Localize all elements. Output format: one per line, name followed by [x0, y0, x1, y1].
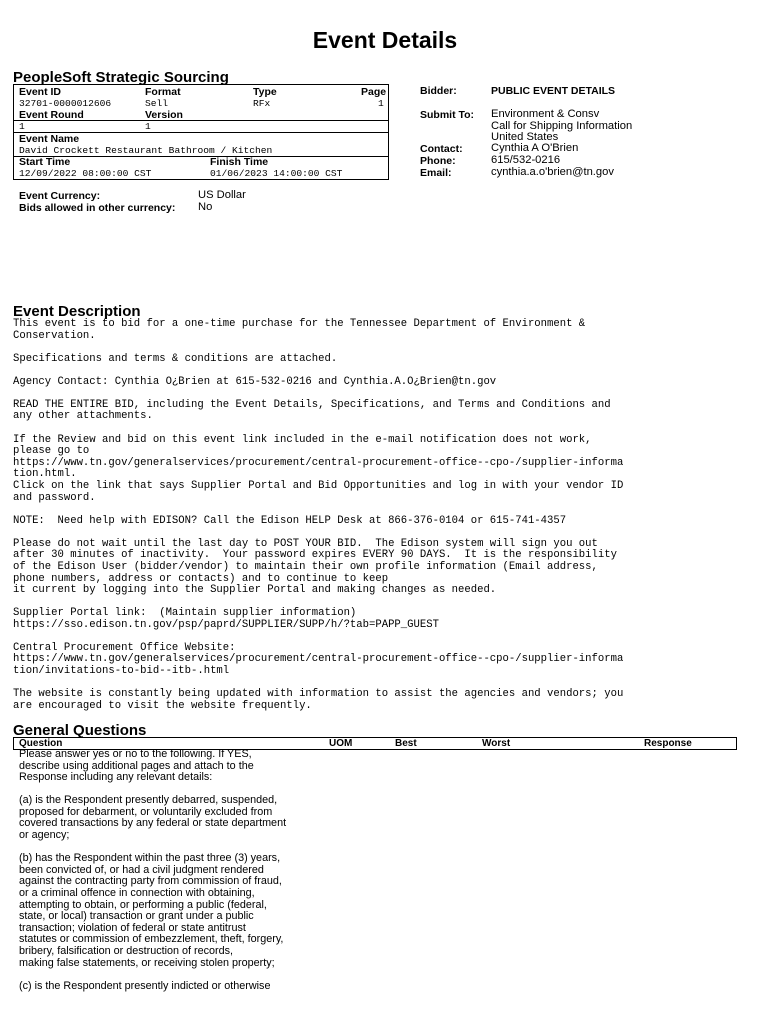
question-paragraph: (b) has the Respondent within the past three (3) years, been convicted of, or had a civil judgment rendered against the contracting party from commission of fraud, or a criminal offence in connection with obtaining, attempting to obtain, or performing a public (federal, state, or local) transaction or grant under a public transaction; violation of federal or state antitrust statutes or commission of embezzlement, theft, forgery, bribery, falsification or destruction of records, making false statements, or receiving stolen property;	[19, 852, 284, 969]
version-value: 1	[145, 121, 151, 132]
currency-value: US Dollar	[198, 189, 246, 201]
description-paragraph: NOTE: Need help with EDISON? Call the Edison HELP Desk at 866-376-0104 or 615-741-4357	[13, 514, 567, 527]
description-paragraph: The website is constantly being updated with information to assist the agencies and vendors; you are encouraged to visit the website frequently.	[13, 688, 624, 712]
contact-label: Contact:	[420, 143, 463, 155]
other-currency-label: Bids allowed in other currency:	[19, 202, 176, 214]
submit-to-line: Call for Shipping Information	[491, 120, 633, 132]
page-value: 1	[378, 98, 384, 109]
description-paragraph: Central Procurement Office Website: https://www.tn.gov/generalservices/procurement/central-procurement-office--cpo-/supplier-informa tion/invitations-to-bid--itb-.html	[13, 641, 624, 678]
start-time-value: 12/09/2022 08:00:00 CST	[19, 168, 152, 179]
other-currency-value: No	[198, 201, 213, 213]
description-paragraph: Specifications and terms & conditions are attached.	[13, 352, 338, 365]
page-title: Event Details	[312, 27, 458, 53]
contact-value: Cynthia A O'Brien	[491, 142, 579, 154]
submit-to-line: Environment & Consv	[491, 108, 600, 120]
finish-time-label: Finish Time	[210, 156, 269, 168]
finish-time-value: 01/06/2023 14:00:00 CST	[210, 168, 343, 179]
version-label: Version	[145, 109, 183, 121]
description-paragraph: Supplier Portal link: (Maintain supplier information) https://sso.edison.tn.gov/psp/paprd/SUPPLIER/SUPP/h/?tab=PAPP_GUEST	[13, 607, 439, 631]
format-value: Sell	[145, 98, 169, 109]
description-heading: Event Description	[13, 303, 141, 320]
bidder-label: Bidder:	[420, 85, 457, 97]
column-question: Question	[19, 738, 63, 749]
event-round-label: Event Round	[19, 109, 84, 121]
column-response: Response	[644, 738, 692, 749]
column-uom: UOM	[329, 738, 353, 749]
question-body	[19, 749, 319, 1004]
event-id-label: Event ID	[19, 86, 62, 98]
event-name-label: Event Name	[19, 133, 80, 145]
phone-label: Phone:	[420, 155, 456, 167]
format-label: Format	[145, 86, 181, 98]
question-paragraph: (c) is the Respondent presently indicted or otherwise	[19, 979, 271, 992]
event-round-value: 1	[19, 121, 25, 132]
event-name-value: David Crockett Restaurant Bathroom / Kitchen	[19, 145, 273, 156]
column-best: Best	[395, 738, 417, 749]
questions-heading: General Questions	[13, 722, 147, 739]
email-label: Email:	[420, 167, 452, 179]
column-worst: Worst	[482, 738, 511, 749]
description-paragraph: Please do not wait until the last day to POST YOUR BID. The Edison system will sign you out after 30 minutes of inactivity. Your password expires EVERY 90 DAYS. It is the responsibility of the Edison User (bidder/vendor) to maintain their own profile information (Email address, phone numbers, address or contacts) and to continue to keep it current by logging into the Supplier Portal and making changes as needed.	[13, 537, 617, 597]
type-label: Type	[253, 86, 277, 98]
email-value: cynthia.a.o'brien@tn.gov	[491, 166, 614, 178]
question-paragraph: Please answer yes or no to the following. If YES, describe using additional pages and attach to the Response including any relevant details:	[19, 748, 254, 784]
description-paragraph: This event is to bid for a one-time purchase for the Tennessee Department of Environment & Conservation.	[13, 318, 586, 342]
type-value: RFx	[253, 98, 271, 109]
bidder-value: PUBLIC EVENT DETAILS	[491, 85, 616, 97]
phone-value: 615/532-0216	[491, 154, 561, 166]
submit-to-line: United States	[491, 131, 559, 143]
description-body	[13, 319, 763, 724]
description-paragraph: Agency Contact: Cynthia O¿Brien at 615-532-0216 and Cynthia.A.O¿Brien@tn.gov	[13, 375, 497, 388]
description-paragraph: READ THE ENTIRE BID, including the Event Details, Specifications, and Terms and Conditions and any other attachments.	[13, 398, 611, 423]
description-paragraph: If the Review and bid on this event link included in the e-mail notification does not work, please go to https://www.tn.gov/generalservices/procurement/central-procurement-office--cpo-/supplier-informa tion.html. Click on the link that says Supplier Portal and Bid Opportunities and log in with your vendor ID and password.	[13, 433, 624, 504]
question-paragraph: (a) is the Respondent presently debarred, suspended, proposed for debarment, or voluntarily excluded from covered transactions by any federal or state department or agency;	[19, 794, 287, 842]
start-time-label: Start Time	[19, 156, 71, 168]
event-id-value: 32701-0000012606	[19, 98, 112, 109]
event-info-box	[13, 84, 389, 180]
currency-label: Event Currency:	[19, 190, 101, 202]
sourcing-title: PeopleSoft Strategic Sourcing	[13, 69, 229, 86]
submit-to-label: Submit To:	[420, 109, 475, 121]
page-label: Page	[361, 86, 387, 98]
